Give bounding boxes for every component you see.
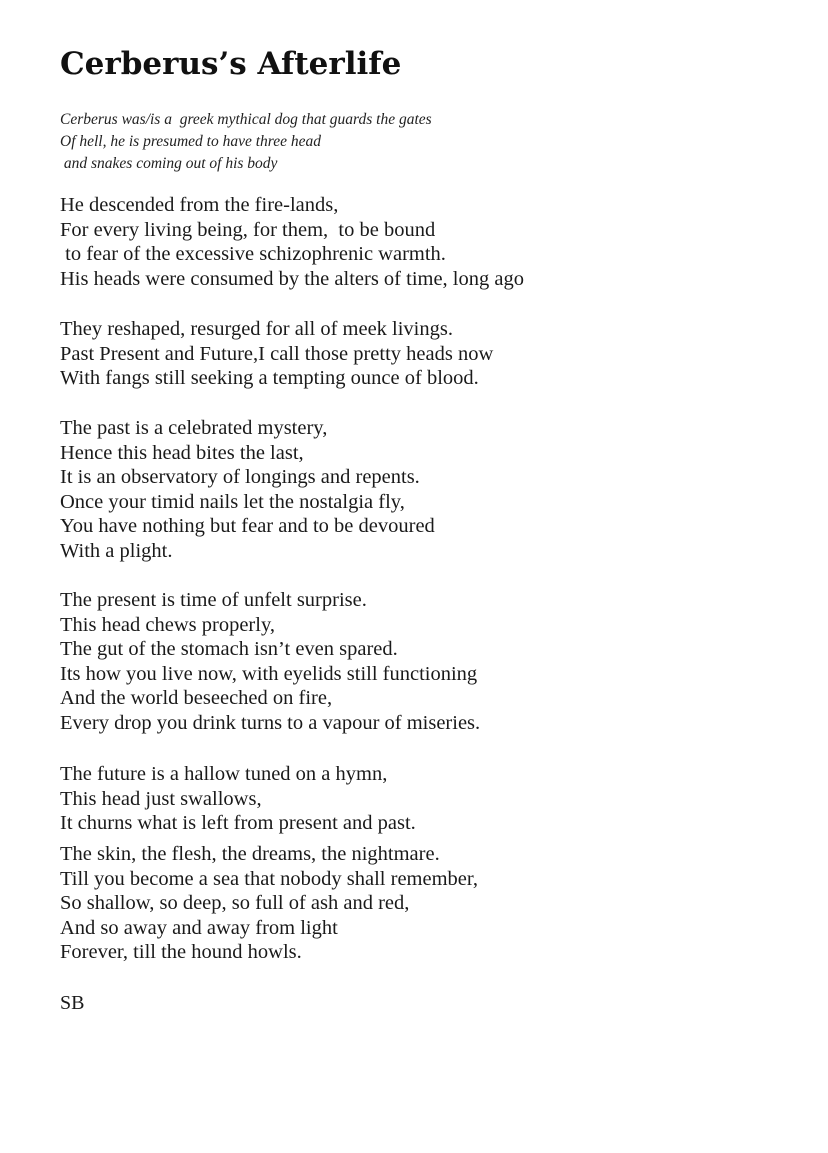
- poem-line: And the world beseeched on fire,: [60, 687, 333, 710]
- poem-line: to fear of the excessive schizophrenic warmth.: [60, 243, 446, 266]
- epigraph-line: and snakes coming out of his body: [60, 155, 278, 172]
- poem-line: It is an observatory of longings and repents.: [60, 466, 420, 489]
- poem-line: They reshaped, resurged for all of meek livings.: [60, 318, 453, 340]
- stanza-2: [60, 317, 493, 391]
- poem-line: Forever, till the hound howls.: [60, 941, 302, 964]
- poem-line: His heads were consumed by the alters of time, long ago: [60, 267, 524, 290]
- poem-line: The present is time of unfelt surprise.: [60, 589, 367, 611]
- poem-line: The future is a hallow tuned on a hymn,: [60, 763, 388, 785]
- poem-title: Cerberus’s Afterlife: [60, 46, 402, 82]
- stanza-5: [60, 762, 416, 836]
- poem-line: You have nothing but fear and to be devoured: [60, 515, 435, 538]
- poem-line: The skin, the flesh, the dreams, the nightmare.: [60, 843, 440, 865]
- poem-line: This head just swallows,: [60, 787, 262, 810]
- author-signature: SB: [60, 992, 85, 1014]
- poem-line: Till you become a sea that nobody shall remember,: [60, 867, 479, 890]
- poem-line: This head chews properly,: [60, 613, 275, 636]
- poem-line: For every living being, for them, to be bound: [60, 218, 436, 241]
- poem-line: The gut of the stomach isn’t even spared.: [60, 638, 398, 661]
- poem-line: Its how you live now, with eyelids still functioning: [60, 662, 478, 685]
- epigraph: [60, 109, 432, 175]
- poem-line: Once your timid nails let the nostalgia fly,: [60, 490, 405, 513]
- poem-line: And so away and away from light: [60, 916, 338, 939]
- poem-line: Hence this head bites the last,: [60, 441, 304, 464]
- poem-line: The past is a celebrated mystery,: [60, 417, 328, 439]
- stanza-6: [60, 842, 478, 965]
- poem-line: Past Present and Future,I call those pretty heads now: [60, 342, 494, 365]
- poem-line: So shallow, so deep, so full of ash and red,: [60, 892, 410, 915]
- poem-line: It churns what is left from present and past.: [60, 812, 416, 835]
- stanza-3: [60, 416, 435, 564]
- epigraph-line: Of hell, he is presumed to have three head: [60, 133, 321, 150]
- stanza-4: [60, 588, 480, 736]
- poem-line: With fangs still seeking a tempting ounce of blood.: [60, 367, 479, 390]
- poem-line: With a plight.: [60, 539, 173, 562]
- epigraph-line: Cerberus was/is a greek mythical dog that guards the gates: [60, 111, 432, 128]
- poem-line: He descended from the fire-lands,: [60, 194, 339, 216]
- poem-line: Every drop you drink turns to a vapour of miseries.: [60, 711, 481, 734]
- stanza-1: [60, 193, 524, 291]
